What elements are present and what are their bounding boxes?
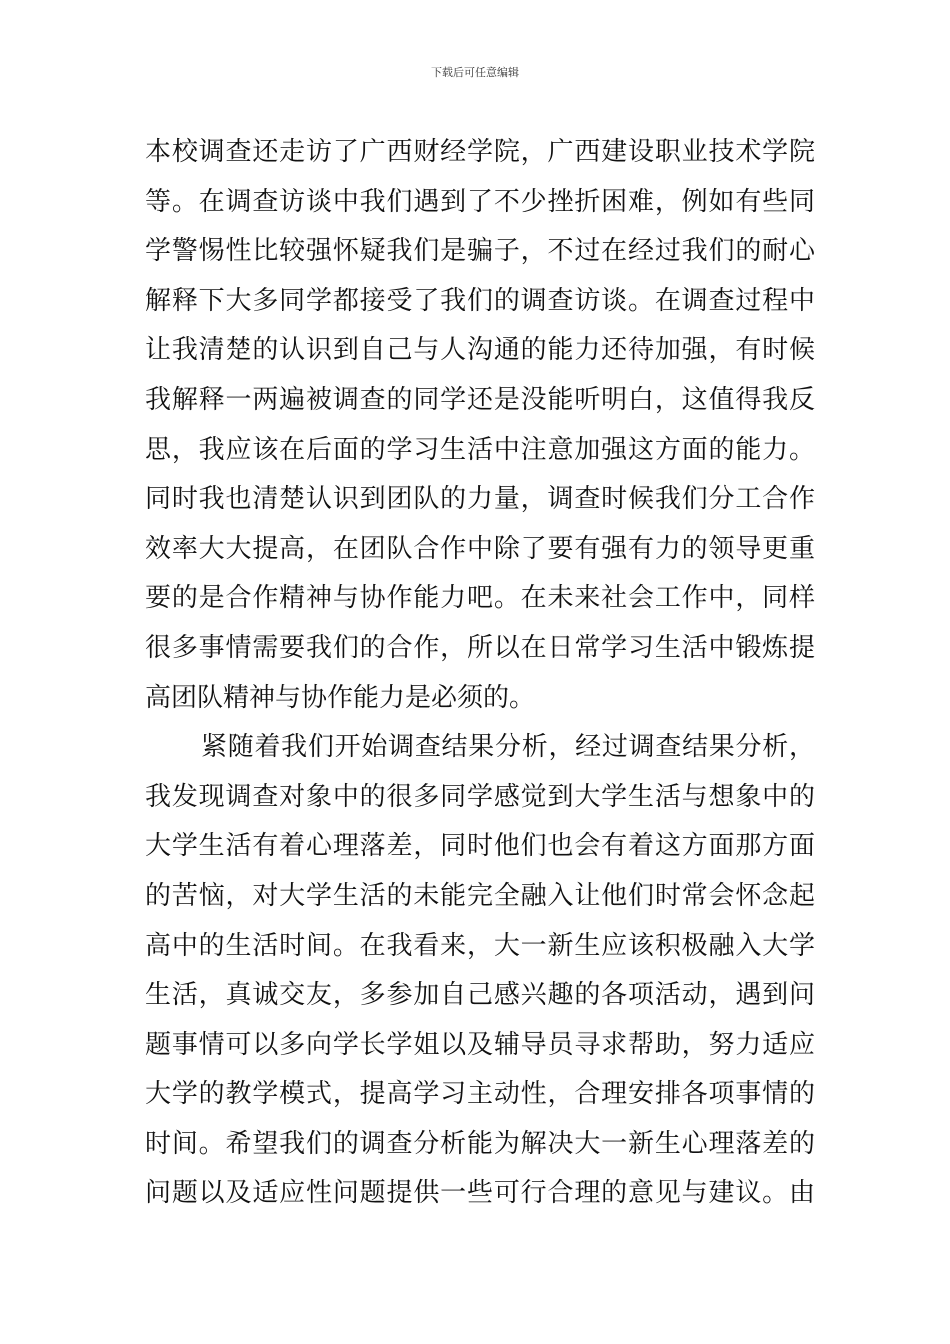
- text-line: 要的是合作精神与协作能力吧。在未来社会工作中，同样: [145, 583, 815, 614]
- text-line: 时间。希望我们的调查分析能为解决大一新生心理落差的: [145, 1128, 815, 1159]
- text-line: 生活，真诚交友，多参加自己感兴趣的各项活动，遇到问: [145, 980, 815, 1011]
- text-line: 让我清楚的认识到自己与人沟通的能力还待加强，有时候: [145, 335, 815, 366]
- paragraph-2: [145, 723, 815, 1219]
- document-body: [145, 128, 815, 1219]
- text-line: 题事情可以多向学长学姐以及辅导员寻求帮助，努力适应: [145, 1029, 815, 1060]
- text-line: 同时我也清楚认识到团队的力量，调查时候我们分工合作: [145, 484, 815, 515]
- text-line: 的苦恼，对大学生活的未能完全融入让他们时常会怀念起: [145, 880, 815, 911]
- text-line: 本校调查还走访了广西财经学院，广西建设职业技术学院: [145, 137, 815, 167]
- paragraph-1: [145, 128, 815, 723]
- text-line: 我解释一两遍被调查的同学还是没能听明白，这值得我反: [145, 384, 815, 415]
- text-line: 思，我应该在后面的学习生活中注意加强这方面的能力。: [145, 434, 815, 465]
- page-header: 下载后可任意编辑: [431, 66, 519, 79]
- text-line: 学警惕性比较强怀疑我们是骗子，不过在经过我们的耐心: [145, 236, 815, 267]
- text-line: 问题以及适应性问题提供一些可行合理的意见与建议。由: [145, 1178, 815, 1209]
- text-line: 高中的生活时间。在我看来，大一新生应该积极融入大学: [145, 930, 815, 961]
- text-line: 我发现调查对象中的很多同学感觉到大学生活与想象中的: [145, 781, 815, 812]
- text-line: 高团队精神与协作能力是必须的。: [145, 682, 536, 713]
- text-line: 解释下大多同学都接受了我们的调查访谈。在调查过程中: [145, 285, 815, 316]
- text-line: 很多事情需要我们的合作，所以在日常学习生活中锻炼提: [145, 632, 815, 663]
- text-line: 大学的教学模式，提高学习主动性，合理安排各项事情的: [145, 1079, 815, 1110]
- text-line: 等。在调查访谈中我们遇到了不少挫折困难，例如有些同: [145, 186, 815, 217]
- text-line: 大学生活有着心理落差，同时他们也会有着这方面那方面: [145, 831, 815, 862]
- text-line: 效率大大提高，在团队合作中除了要有强有力的领导更重: [145, 533, 815, 564]
- text-line: 紧随着我们开始调查结果分析，经过调查结果分析，: [201, 732, 815, 763]
